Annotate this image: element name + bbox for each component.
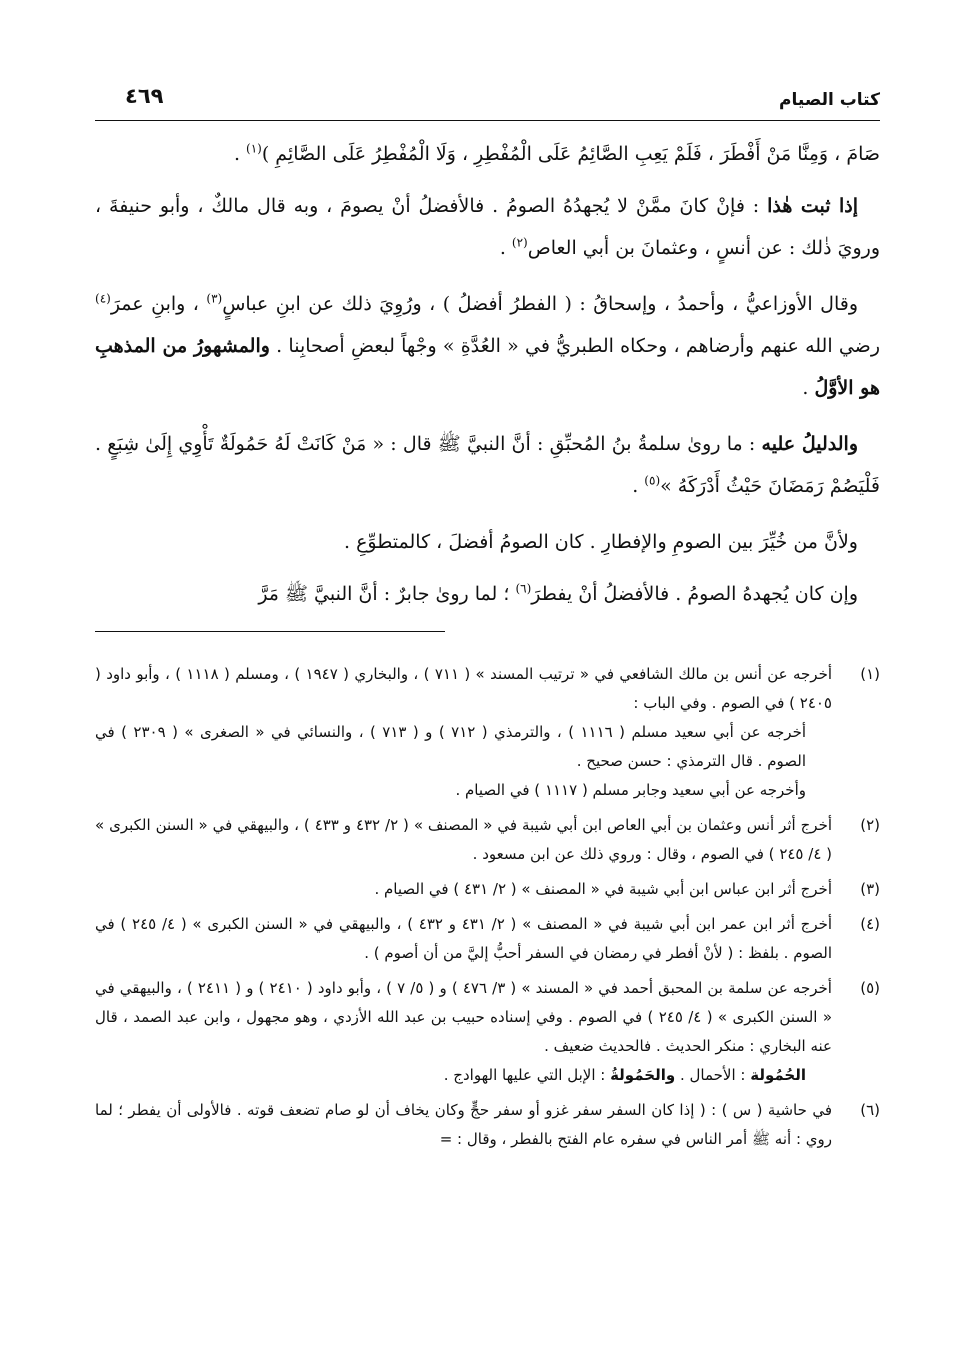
footnote-text: في حاشية ( س ) : ( إذا كان السفر سفر غزو أو سفر حجٍّ وكان يخاف أن لو صام تضعف قوته . فالأولى أن يفطر ؛ لما روي : أنه ﷺ أمر الناس في سفره عام الفتح بالفطر ، وقال : = [95,1101,832,1148]
footnote-ref-3[interactable]: (٣) [206,291,223,306]
footnote-subtext: أخرجه عن أبي سعيد مسلم ( ١١١٦ ) ، والترمذي ( ٧١٢ ) و ( ٧١٣ ) ، والنسائي في « الصغرى » ( ٢٣٠٩ ) في الصوم . قال الترمذي : حسن صحيح . [95,723,807,770]
paragraph-5: ولأنَّ من خُيِّرَ بين الصومِ والإفطارِ . كان الصومُ أفضلَ ، كالمتطوِّعِ . [343,531,858,553]
running-header [95,60,880,121]
main-text [95,133,880,615]
paragraph-4: والدليلُ عليه : ما روىٰ سلمةُ بنُ المُحبِّقِ : أنَّ النبيَّ ﷺ قال : « مَنْ كَانَتْ لَهُ حَمُولَةٌ تَأْوِي إِلَىٰ شِبَعٍ . فَلْيَصُمْ رَمَضَانَ حَيْثُ أَدْرَكَهُ »$^{(٥)}$ . [95,433,880,497]
footnote-text: أخرجه عن سلمة بن المحبق أحمد في « المسند » ( ٣/ ٤٧٦ ) و ( ٥/ ٧ ) ، وأبو داود ( ٢٤١٠ ) و ( ٢٤١١ ) ، والبيهقي في « السنن الكبرى » ( ٤/ ٢٤٥ ) في الصوم . وفي إسناده حبيب بن عبد الله الأزدي ، وهو مجهول ، وابن عبد الصمد ، قال عنه البخاري : منكر الحديث . فالحديث ضعيف . [95,979,832,1055]
footnote-ref-5[interactable]: (٥) [644,473,661,488]
footnote-text: أخرج أثر ابن عمر ابن أبي شيبة في « المصنف » ( ٢/ ٤٣١ و ٤٣٢ ) ، والبيهقي في « السنن الكبرى » ( ٤/ ٢٤٥ ) في الصوم . بلفظ : ( لأنْ أفطر في رمضان في السفر أحبُّ إليَّ من أن أصوم ) . [95,915,833,962]
footnote-number: (١) [860,665,880,683]
footnote-text: أخرج أثر أنس وعثمان بن أبي العاص ابن أبي شيبة في « المصنف » ( ٢/ ٤٣٢ و ٤٣٣ ) ، والبيهقي في « السنن الكبرى » ( ٤/ ٢٤٥ ) في الصوم ، وقال : وروي ذلك عن ابن مسعود . [95,816,833,863]
footnote-number: (٥) [860,979,880,997]
footnote-subtext: وأخرجه عن أبي سعيد وجابر مسلم ( ١١١٧ ) في الصيام . [455,781,806,799]
footnote-number: (٢) [860,816,880,834]
footnote-4 [95,910,880,968]
paragraph-1: صَامَ ، وَمِنَّا مَنْ أَفْطَرَ ، فَلَمْ يَعِبِ الصَّائِمُ عَلَى الْمُفْطِرِ ، وَلَا الْمُفْطِرُ عَلَى الصَّائِمِ )$^{(١)}$ . [233,141,880,165]
paragraph-2: إذا ثبت هٰذا : فإنْ كانَ ممَّنْ لا يُجهدُهُ الصومُ . فالأفضلُ أنْ يصومَ ، وبه قال مالكٌ ، وأبو حنيفةَ ، ورويَ ذٰلك : عن أنسٍ ، وعثمانَ بن أبي العاص$^{(٢)}$ . [95,195,880,259]
footnote-ref-4[interactable]: (٤) [95,291,111,306]
book-page [95,60,880,1350]
footnote-number: (٣) [860,880,880,898]
footnote-number: (٤) [860,915,880,933]
paragraph-6: وإن كان يُجهدهُ الصومُ . فالأفضلُ أنْ يفطرَ$^{(٦)}$ ؛ لما روىٰ جابرٌ : أنَّ النبيَّ ﷺ مَرَّ [258,581,858,605]
paragraph-3: وقال الأوزاعيُّ ، وأحمدُ ، وإسحاقُ : ( الفطرُ أفضلُ ) ، ورُوِيَ ذلك عن ابنِ عباسٍ$^{(٣)}$ ، وابنِ عمرَ$^{(٤)}$ رضي الله عنهم وأرضاهم ، وحكاه الطبريُّ في « العُدَّةِ » وجْهاً لبعضِ أصحابِنا . والمشهورُ من المذهبِ هو الأوَّلُ . [95,291,880,399]
chapter-title: كتاب الصيام [779,90,880,110]
footnote-5 [95,974,880,1090]
footnote-3 [95,875,880,904]
footnote-text: أخرجه عن أنس بن مالك الشافعي في « ترتيب المسند » ( ٧١١ ) ، والبخاري ( ١٩٤٧ ) ، ومسلم ( ١١١٨ ) ، وأبو داود ( ٢٤٠٥ ) في الصوم . وفي الباب : [95,665,833,712]
footnote-number: (٦) [860,1101,880,1119]
footnote-glossary: الحُمُولة : الأحمال . والحَمُولةُ : الإبل التي عليها الهوادج . [443,1066,806,1084]
footnotes [95,660,880,1154]
footnote-text: أخرج أثر ابن عباس ابن أبي شيبة في « المصنف » ( ٢/ ٤٣١ ) في الصيام . [374,880,832,898]
footnote-ref-1[interactable]: (١) [246,141,262,156]
page-number: ٤٦٩ [125,84,164,108]
footnote-2 [95,811,880,869]
footnote-ref-2[interactable]: (٢) [511,235,528,250]
footnote-6 [95,1096,880,1154]
footnote-ref-6[interactable]: (٦) [515,581,532,596]
footnote-separator [95,631,445,632]
footnote-1 [95,660,880,805]
